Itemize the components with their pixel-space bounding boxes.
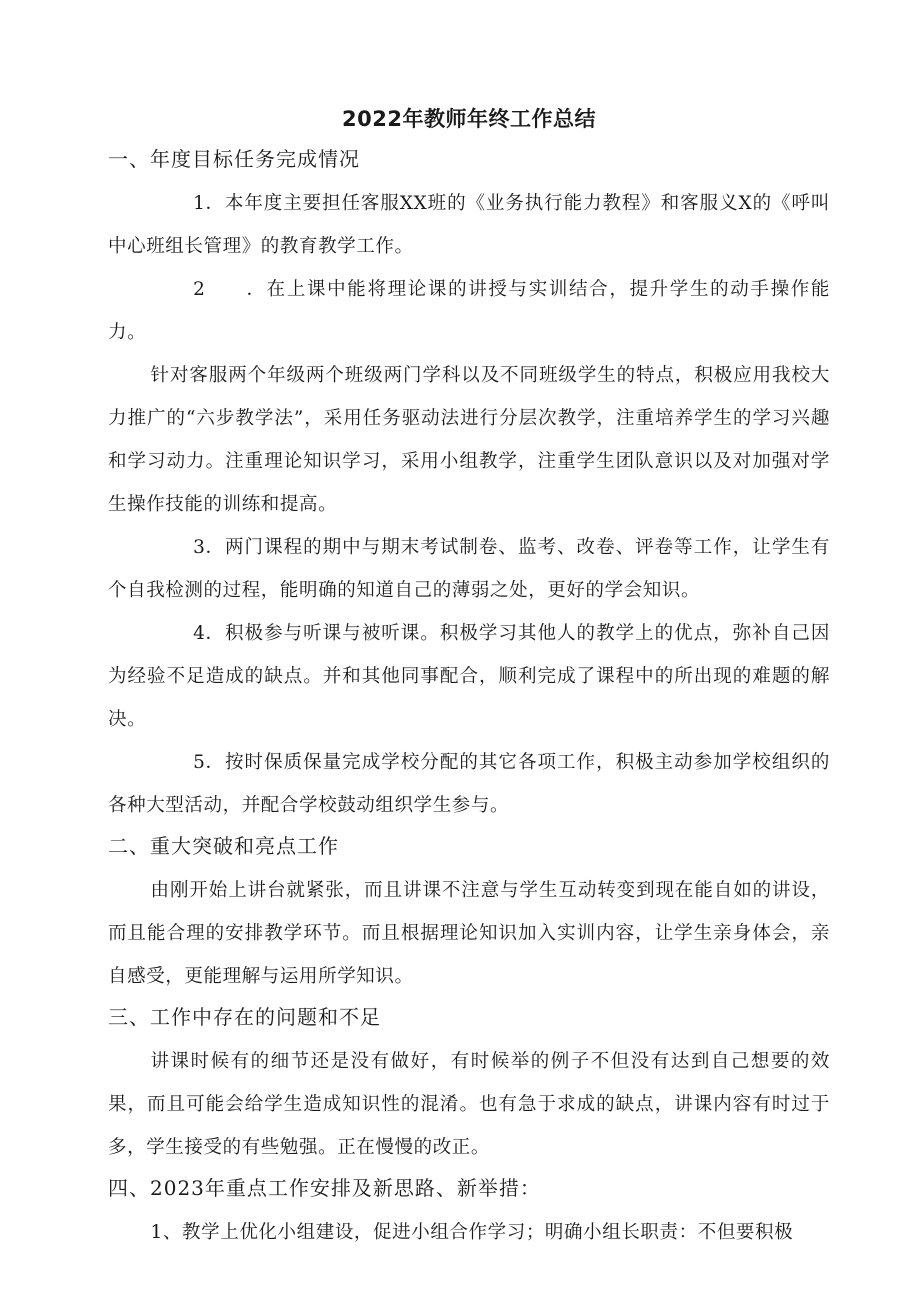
paragraph-text: 1、教学上优化小组建设，促进小组合作学习；明确小组长职责：不但要积极 [150,1222,794,1243]
paragraph [108,612,830,741]
section-heading-4: 四、2023年重点工作安排及新思路、新举措： [108,1176,541,1200]
paragraph [108,526,830,612]
paragraph [108,1211,830,1254]
paragraph [108,741,830,827]
paragraph [108,1040,830,1169]
section-heading-3: 三、工作中存在的问题和不足 [108,1005,381,1029]
item-number: 3． [193,537,225,558]
paragraph [108,182,830,268]
document-page [108,104,830,1254]
paragraph-text: 两门课程的期中与期末考试制卷、监考、改卷、评卷等工作，让学生有个自我检测的过程，能明确的知道自己的薄弱之处，更好的学会知识。 [108,537,830,601]
paragraph-text: 针对客服两个年级两个班级两门学科以及不同班级学生的特点，积极应用我校大力推广的“六步教学法”，采用任务驱动法进行分层次教学，注重培养学生的学习兴趣和学习动力。注重理论知识学习，采用小组教学，注重学生团队意识以及对加强对学生操作技能的训练和提高。 [108,365,830,515]
item-number: 4． [193,623,225,644]
paragraph [108,869,830,998]
item-number: 2 [193,279,206,300]
paragraph-text: 按时保质保量完成学校分配的其它各项工作，积极主动参加学校组织的各种大型活动，并配合学校鼓动组织学生参与。 [108,752,830,816]
paragraph [108,354,830,526]
item-number: 5． [193,752,225,773]
section-heading-1: 一、年度目标任务完成情况 [108,147,360,171]
paragraph-text: 由刚开始上讲台就紧张，而且讲课不注意与学生互动转变到现在能自如的讲设，而且能合理的安排教学环节。而且根据理论知识加入实训内容，让学生亲身体会，亲自感受，更能理解与运用所学知识。 [108,880,830,987]
paragraph [108,268,830,354]
paragraph-text: 积极参与听课与被听课。积极学习其他人的教学上的优点，弥补自己因为经验不足造成的缺点。并和其他同事配合，顺利完成了课程中的所出现的难题的解决。 [108,623,830,730]
paragraph-text: 讲课时候有的细节还是没有做好，有时候举的例子不但没有达到自己想要的效果，而且可能会给学生造成知识性的混淆。也有急于求成的缺点，讲课内容有时过于多，学生接受的有些勉强。正在慢慢的改正。 [108,1051,830,1158]
section-heading-2: 二、重大突破和亮点工作 [108,834,339,858]
document-title: 2022年教师年终工作总结 [342,107,596,131]
paragraph-text: ．在上课中能将理论课的讲授与实训结合，提升学生的动手操作能力。 [108,279,830,343]
item-number: 1． [193,193,225,214]
paragraph-text: 本年度主要担任客服XX班的《业务执行能力教程》和客服义X的《呼叫中心班组长管理》的教育教学工作。 [108,193,830,257]
